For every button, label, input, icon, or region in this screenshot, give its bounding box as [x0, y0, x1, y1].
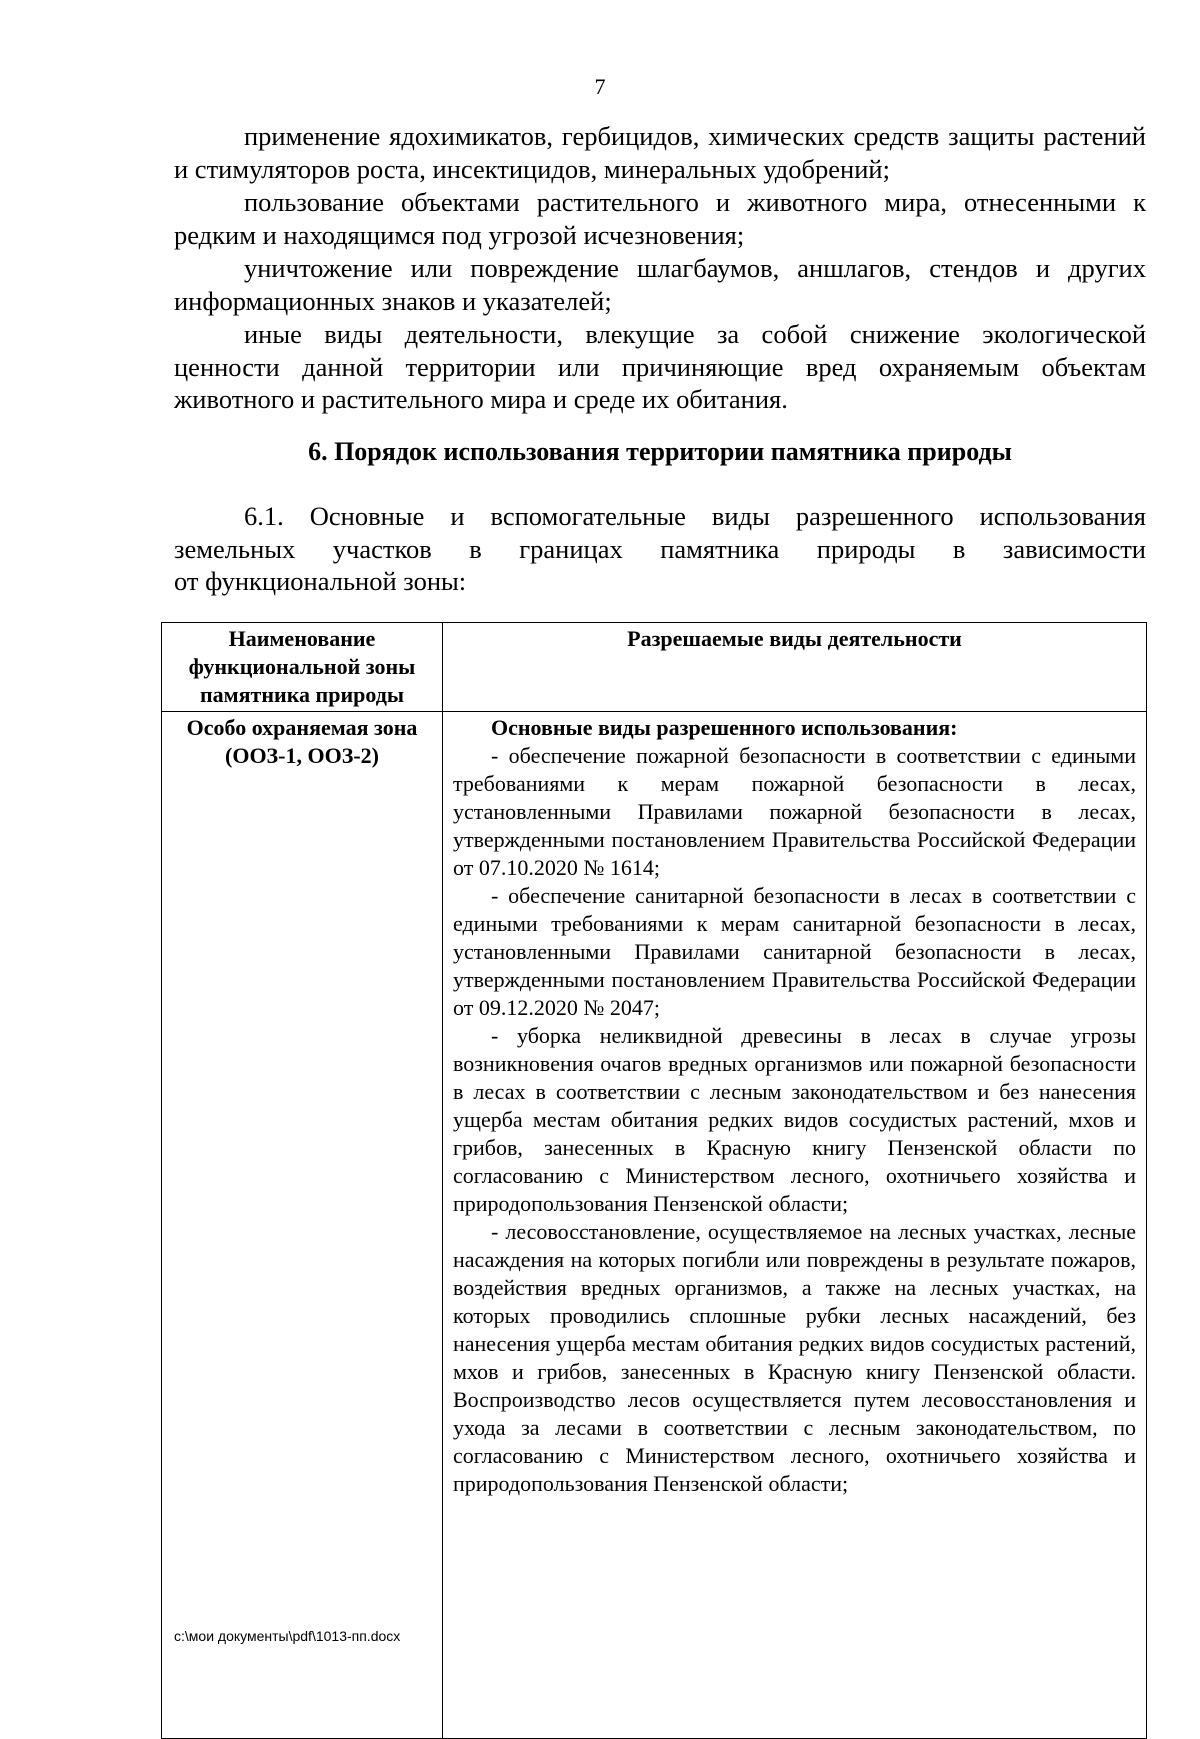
zones-table: [161, 622, 1147, 1739]
section-heading: 6. Порядок использования территории памятника природы: [308, 437, 1012, 466]
activity-item-deadwood-removal: - уборка неликвидной древесины в лесах в случае угрозы возникновения очагов вредных организмов или пожарной безопасности в лесах в соответствии с лесным законодательством и без нанесения ущерба местам обитания редких видов сосудистых растений, мхов и грибов, занесенных в Красную книгу Пензенской области по согласованию с Министерством лесного, охотничьего хозяйства и природопользования Пензенской области;: [453, 1023, 1136, 1216]
activity-item-reforestation: - лесовосстановление, осуществляемое на лесных участках, лесные насаждения на которых погибли или повреждены в результате пожаров, воздействия вредных организмов, а также на лесных участках, на которых проводились сплошные рубки лесных насаждений, без нанесения ущерба местам обитания редких видов сосудистых растений, мхов и грибов, занесенных в Красную книгу Пензенской области. Воспроизводство лесов осуществляется путем лесовосстановления и ухода за лесами в соответствии с лесным законодательством, по согласованию с Министерством лесного, охотничьего хозяйства и природопользования Пензенской области;: [453, 1219, 1136, 1496]
header-allowed-activities: Разрешаемые виды деятельности: [443, 623, 1147, 712]
table-header-row: [162, 623, 1147, 712]
paragraph-rare-species: пользование объектами растительного и животного мира, отнесенными к редким и находящимся под угрозой исчезновения;: [174, 187, 1146, 250]
section-intro-tail: от функциональной зоны:: [174, 566, 467, 596]
footer-file-path: c:\мои документы\pdf\1013-пп.docx: [174, 1628, 401, 1644]
table-row: [162, 712, 1147, 1739]
activity-item-sanitary-safety: - обеспечение санитарной безопасности в лесах в соответствии с едиными требованиями к мерам санитарной безопасности в лесах, установленными Правилами санитарной безопасности в лесах, утвержденными постановлением Правительства Российской Федерации от 09.12.2020 № 2047;: [453, 883, 1136, 1020]
zone-name-cell: Особо охраняемая зона (ООЗ-1, ООЗ-2): [162, 712, 443, 1739]
paragraph-signs: уничтожение или повреждение шлагбаумов, аншлагов, стендов и других информационных знаков и указателей;: [174, 253, 1146, 316]
paragraph-pesticides: применение ядохимикатов, гербицидов, химических средств защиты растений и стимуляторов роста, инсектицидов, минеральных удобрений;: [174, 121, 1146, 184]
activities-subheading: Основные виды разрешенного использования:: [491, 715, 958, 740]
paragraph-other-activities: иные виды деятельности, влекущие за собой снижение экологической ценности данной территории или причиняющие вред охраняемым объектам животного и растительного мира и среде их обитания.: [174, 319, 1146, 414]
activities-cell: [443, 712, 1147, 1739]
section-intro: 6.1. Основные и вспомогательные виды разрешенного использования земельных участков в границах памятника природы в зависимости: [174, 501, 1146, 564]
page-number: 7: [594, 74, 606, 99]
activity-item-fire-safety: - обеспечение пожарной безопасности в соответствии с едиными требованиями к мерам пожарной безопасности в лесах, установленными Правилами пожарной безопасности в лесах, утвержденными постановлением Правительства Российской Федерации от 07.10.2020 № 1614;: [453, 743, 1136, 880]
header-zone-name: Наименование функциональной зоны памятника природы: [162, 623, 443, 712]
